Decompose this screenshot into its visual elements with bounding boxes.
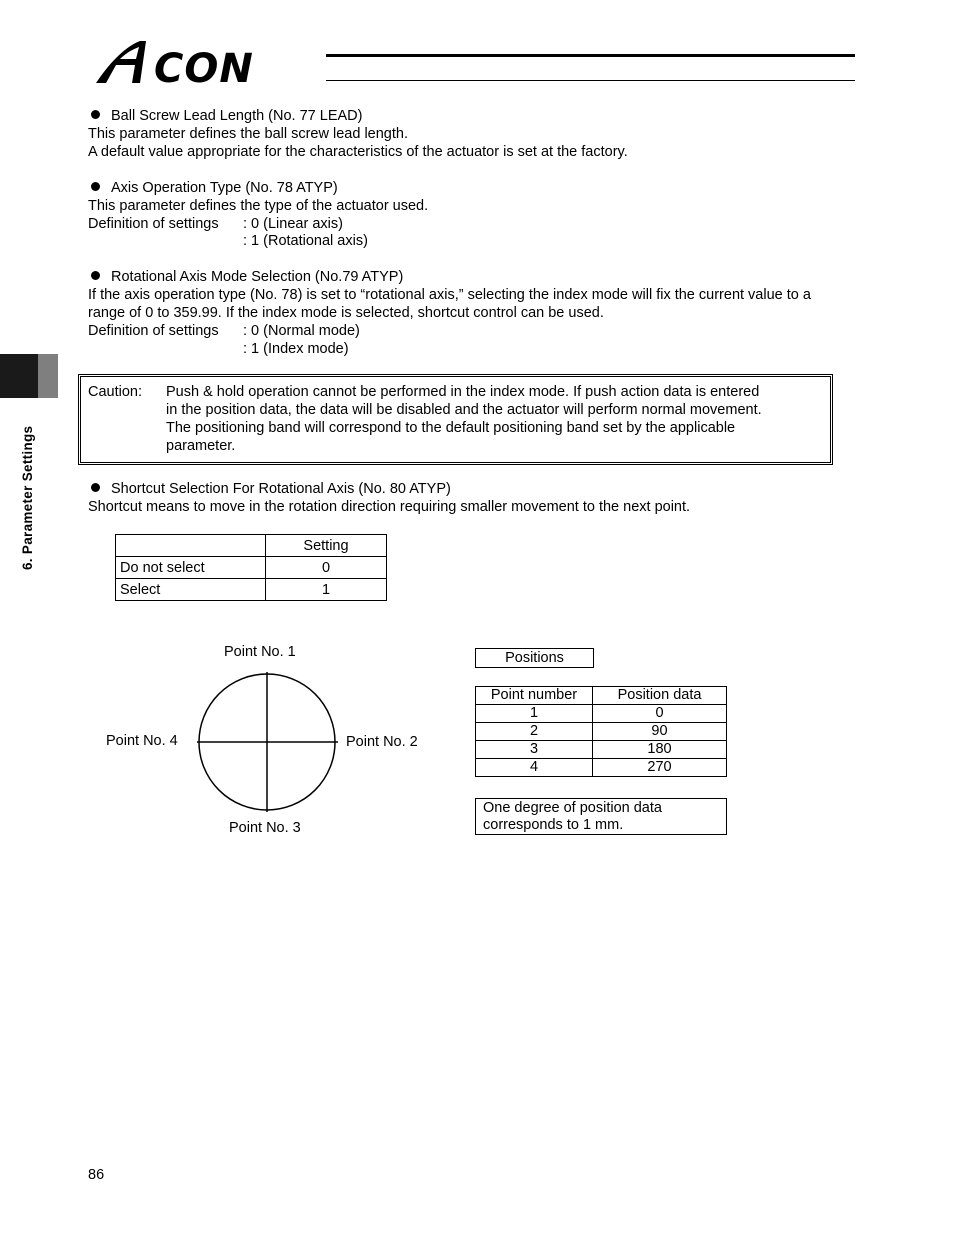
table-header-row — [116, 535, 387, 557]
rot-mode-option-1: : 1 (Index mode) — [243, 341, 349, 357]
caution-line-1: Push & hold operation cannot be performed in the index mode. If push action data is entered — [166, 384, 760, 400]
positions-label: Positions — [505, 650, 564, 666]
acon-logo — [94, 35, 326, 98]
table-cell: 0 — [593, 705, 727, 723]
point-4-label: Point No. 4 — [106, 733, 178, 749]
rot-mode-option-0: : 0 (Normal mode) — [243, 323, 360, 339]
caution-line-3: The positioning band will correspond to the default positioning band set by the applicable — [166, 420, 736, 436]
table-header-cell — [116, 535, 266, 557]
caution-line-2: in the position data, the data will be disabled and the actuator will perform normal movement. — [166, 402, 762, 418]
table-header-cell: Point number — [476, 687, 593, 705]
rot-mode-title: Rotational Axis Mode Selection (No.79 ATYP) — [89, 268, 403, 286]
note-line-1: One degree of position data — [483, 800, 662, 816]
lead-line-1: This parameter defines the ball screw lead length. — [88, 126, 408, 142]
table-cell: 3 — [476, 741, 593, 759]
point-1-label: Point No. 1 — [224, 644, 296, 660]
table-row — [476, 705, 727, 723]
side-tab-label: 6. Parameter Settings — [20, 425, 35, 570]
caution-line-4: parameter. — [166, 438, 236, 454]
table-cell: Select — [116, 579, 266, 601]
bullet-icon — [91, 110, 100, 119]
acon-logo-graphic — [94, 35, 326, 87]
position-note-box — [475, 798, 727, 835]
positions-table — [475, 686, 727, 777]
table-cell: 1 — [266, 579, 387, 601]
rot-mode-line-2: range of 0 to 359.99. If the index mode is selected, shortcut control can be used. — [88, 305, 604, 321]
table-cell: 2 — [476, 723, 593, 741]
caution-label: Caution: — [88, 384, 143, 400]
bullet-icon — [91, 271, 100, 280]
page-number: 86 — [88, 1167, 105, 1183]
lead-line-2: A default value appropriate for the characteristics of the actuator is set at the factory. — [88, 144, 628, 160]
logo-text: CON — [154, 46, 254, 87]
table-row — [116, 557, 387, 579]
table-cell: 180 — [593, 741, 727, 759]
header-rule-top — [326, 54, 855, 57]
table-row — [116, 579, 387, 601]
side-tab-stripe — [38, 354, 58, 398]
rot-mode-line-1: If the axis operation type (No. 78) is set to “rotational axis,” selecting the index mode will fix the current value to a — [88, 287, 811, 303]
table-cell: 90 — [593, 723, 727, 741]
bullet-icon — [91, 483, 100, 492]
bullet-icon — [91, 182, 100, 191]
rot-mode-def-label: Definition of settings — [88, 323, 219, 339]
shortcut-table — [115, 534, 387, 601]
table-header-cell: Setting — [266, 535, 387, 557]
table-cell: 1 — [476, 705, 593, 723]
positions-label-box — [475, 648, 594, 668]
shortcut-title: Shortcut Selection For Rotational Axis (No. 80 ATYP) — [89, 480, 451, 498]
table-row — [476, 723, 727, 741]
table-cell: 270 — [593, 759, 727, 777]
shortcut-desc: Shortcut means to move in the rotation direction requiring smaller movement to the next point. — [88, 499, 691, 515]
atyp-def-label: Definition of settings — [88, 216, 219, 232]
rotation-circle-diagram — [170, 670, 370, 815]
atyp-title: Axis Operation Type (No. 78 ATYP) — [89, 179, 338, 197]
table-cell: 4 — [476, 759, 593, 777]
atyp-option-0: : 0 (Linear axis) — [243, 216, 343, 232]
table-row — [476, 741, 727, 759]
side-tab-block — [0, 354, 38, 398]
atyp-option-1: : 1 (Rotational axis) — [243, 233, 368, 249]
atyp-desc: This parameter defines the type of the actuator used. — [88, 198, 429, 214]
table-header-row — [476, 687, 727, 705]
table-header-cell: Position data — [593, 687, 727, 705]
caution-box — [80, 376, 831, 463]
table-cell: Do not select — [116, 557, 266, 579]
point-3-label: Point No. 3 — [229, 820, 301, 836]
note-line-2: corresponds to 1 mm. — [483, 817, 624, 833]
table-cell: 0 — [266, 557, 387, 579]
header-rule-bottom — [326, 80, 855, 81]
table-row — [476, 759, 727, 777]
point-2-label: Point No. 2 — [346, 734, 418, 750]
lead-title: Ball Screw Lead Length (No. 77 LEAD) — [89, 107, 362, 125]
